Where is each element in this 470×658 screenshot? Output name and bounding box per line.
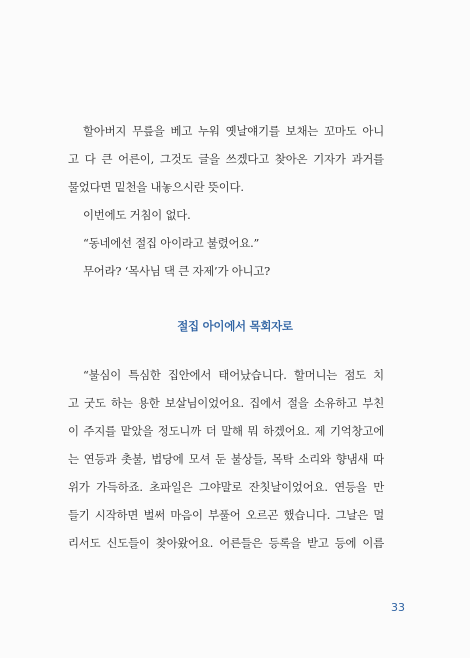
text-line: “동네에선 절집 아이라고 불렸어요.”	[83, 236, 260, 250]
text-line: 고 굿도 하는 용한 보살님이었어요. 집에서 절을 소유하고 부친	[68, 396, 384, 410]
text-line: “불심이 특심한 집안에서 태어났습니다. 할머니는 점도 치	[83, 368, 384, 382]
text-line: 는 연등과 촛불, 법당에 모셔 둔 불상들, 목탁 소리와 향냄새 따	[68, 452, 384, 466]
text-line: 할아버지 무릎을 베고 누워 옛날얘기를 보채는 꼬마도 아니	[83, 124, 384, 138]
text-line: 무어라? ‘목사님 댁 큰 자제’가 아니고?	[83, 264, 271, 278]
section-heading: 절집 아이에서 목회자로	[177, 319, 293, 333]
text-line: 고 다 큰 어른이, 그것도 글을 쓰겠다고 찾아온 기자가 과거를	[68, 152, 384, 166]
text-line: 리서도 신도들이 찾아왔어요. 어른들은 등록을 받고 등에 이름	[68, 536, 384, 550]
text-line: 물었다면 밑천을 내놓으시란 뜻이다.	[68, 180, 244, 194]
page-number: 33	[391, 601, 405, 614]
text-line: 이 주지를 맡았을 정도니까 더 말해 뭐 하겠어요. 제 기억창고에	[68, 424, 384, 438]
text-line: 들기 시작하면 벌써 마음이 부풀어 오르곤 했습니다. 그날은 멀	[68, 508, 384, 522]
text-line: 위가 가득하죠. 초파일은 그야말로 잔칫날이었어요. 연등을 만	[68, 480, 384, 494]
text-line: 이번에도 거침이 없다.	[83, 208, 191, 222]
